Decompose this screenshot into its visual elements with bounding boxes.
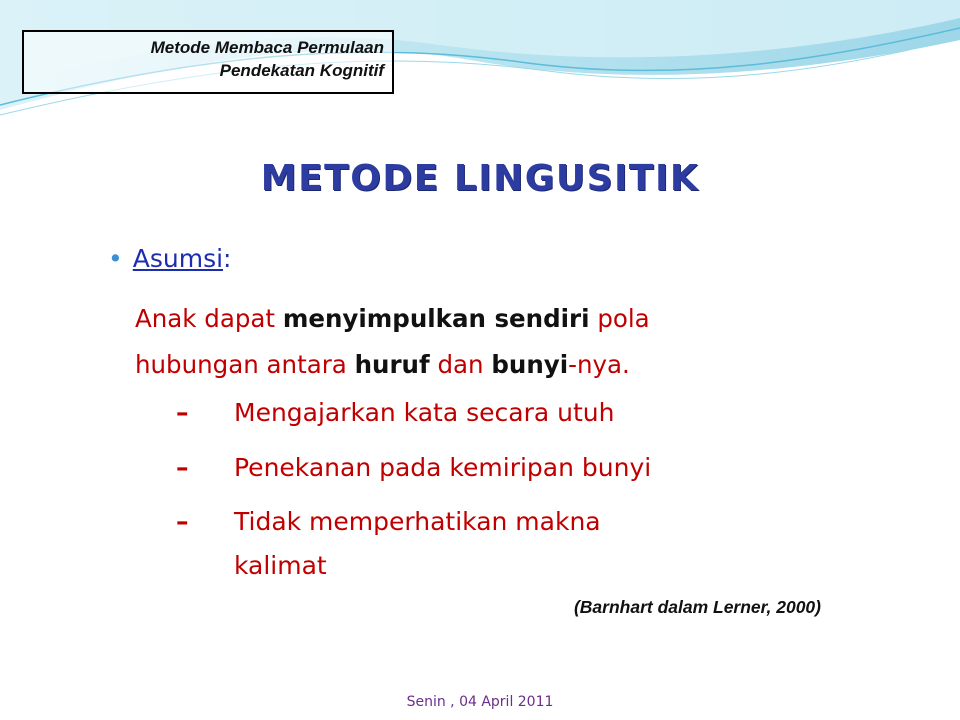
- list-item-text: Tidak memperhatikan makna: [234, 507, 601, 536]
- para-text-2: pola hubungan antara: [135, 304, 650, 379]
- list-item-text: Penekanan pada kemiripan bunyi: [234, 453, 652, 482]
- dash-icon: –: [176, 398, 189, 427]
- assumption-paragraph: [135, 296, 755, 388]
- para-bold-1: menyimpulkan sendiri: [282, 304, 590, 333]
- dash-icon: –: [176, 507, 189, 536]
- para-text-3: dan: [429, 350, 492, 379]
- dash-icon: –: [176, 453, 189, 482]
- bullet-icon: •: [108, 244, 123, 273]
- assumption-label[interactable]: Asumsi: [132, 244, 224, 273]
- list-item-text: Mengajarkan kata secara utuh: [234, 398, 615, 427]
- para-text-1: Anak dapat: [135, 304, 283, 333]
- assumption-colon: :: [223, 244, 232, 273]
- assumption-bullet: [108, 244, 231, 273]
- para-bold-3: bunyi: [491, 350, 569, 379]
- footer-date: Senin , 04 April 2011: [406, 694, 554, 710]
- header-line-1: Metode Membaca Permulaan: [150, 38, 384, 57]
- para-bold-2: huruf: [354, 350, 430, 379]
- header-box: [22, 30, 394, 94]
- header-line-2: Pendekatan Kognitif: [219, 61, 384, 80]
- list-item-text: kalimat: [234, 551, 327, 580]
- para-text-4: -nya.: [568, 350, 630, 379]
- slide-title: METODE LINGUSITIK: [260, 158, 700, 199]
- citation: (Barnhart dalam Lerner, 2000): [573, 597, 821, 617]
